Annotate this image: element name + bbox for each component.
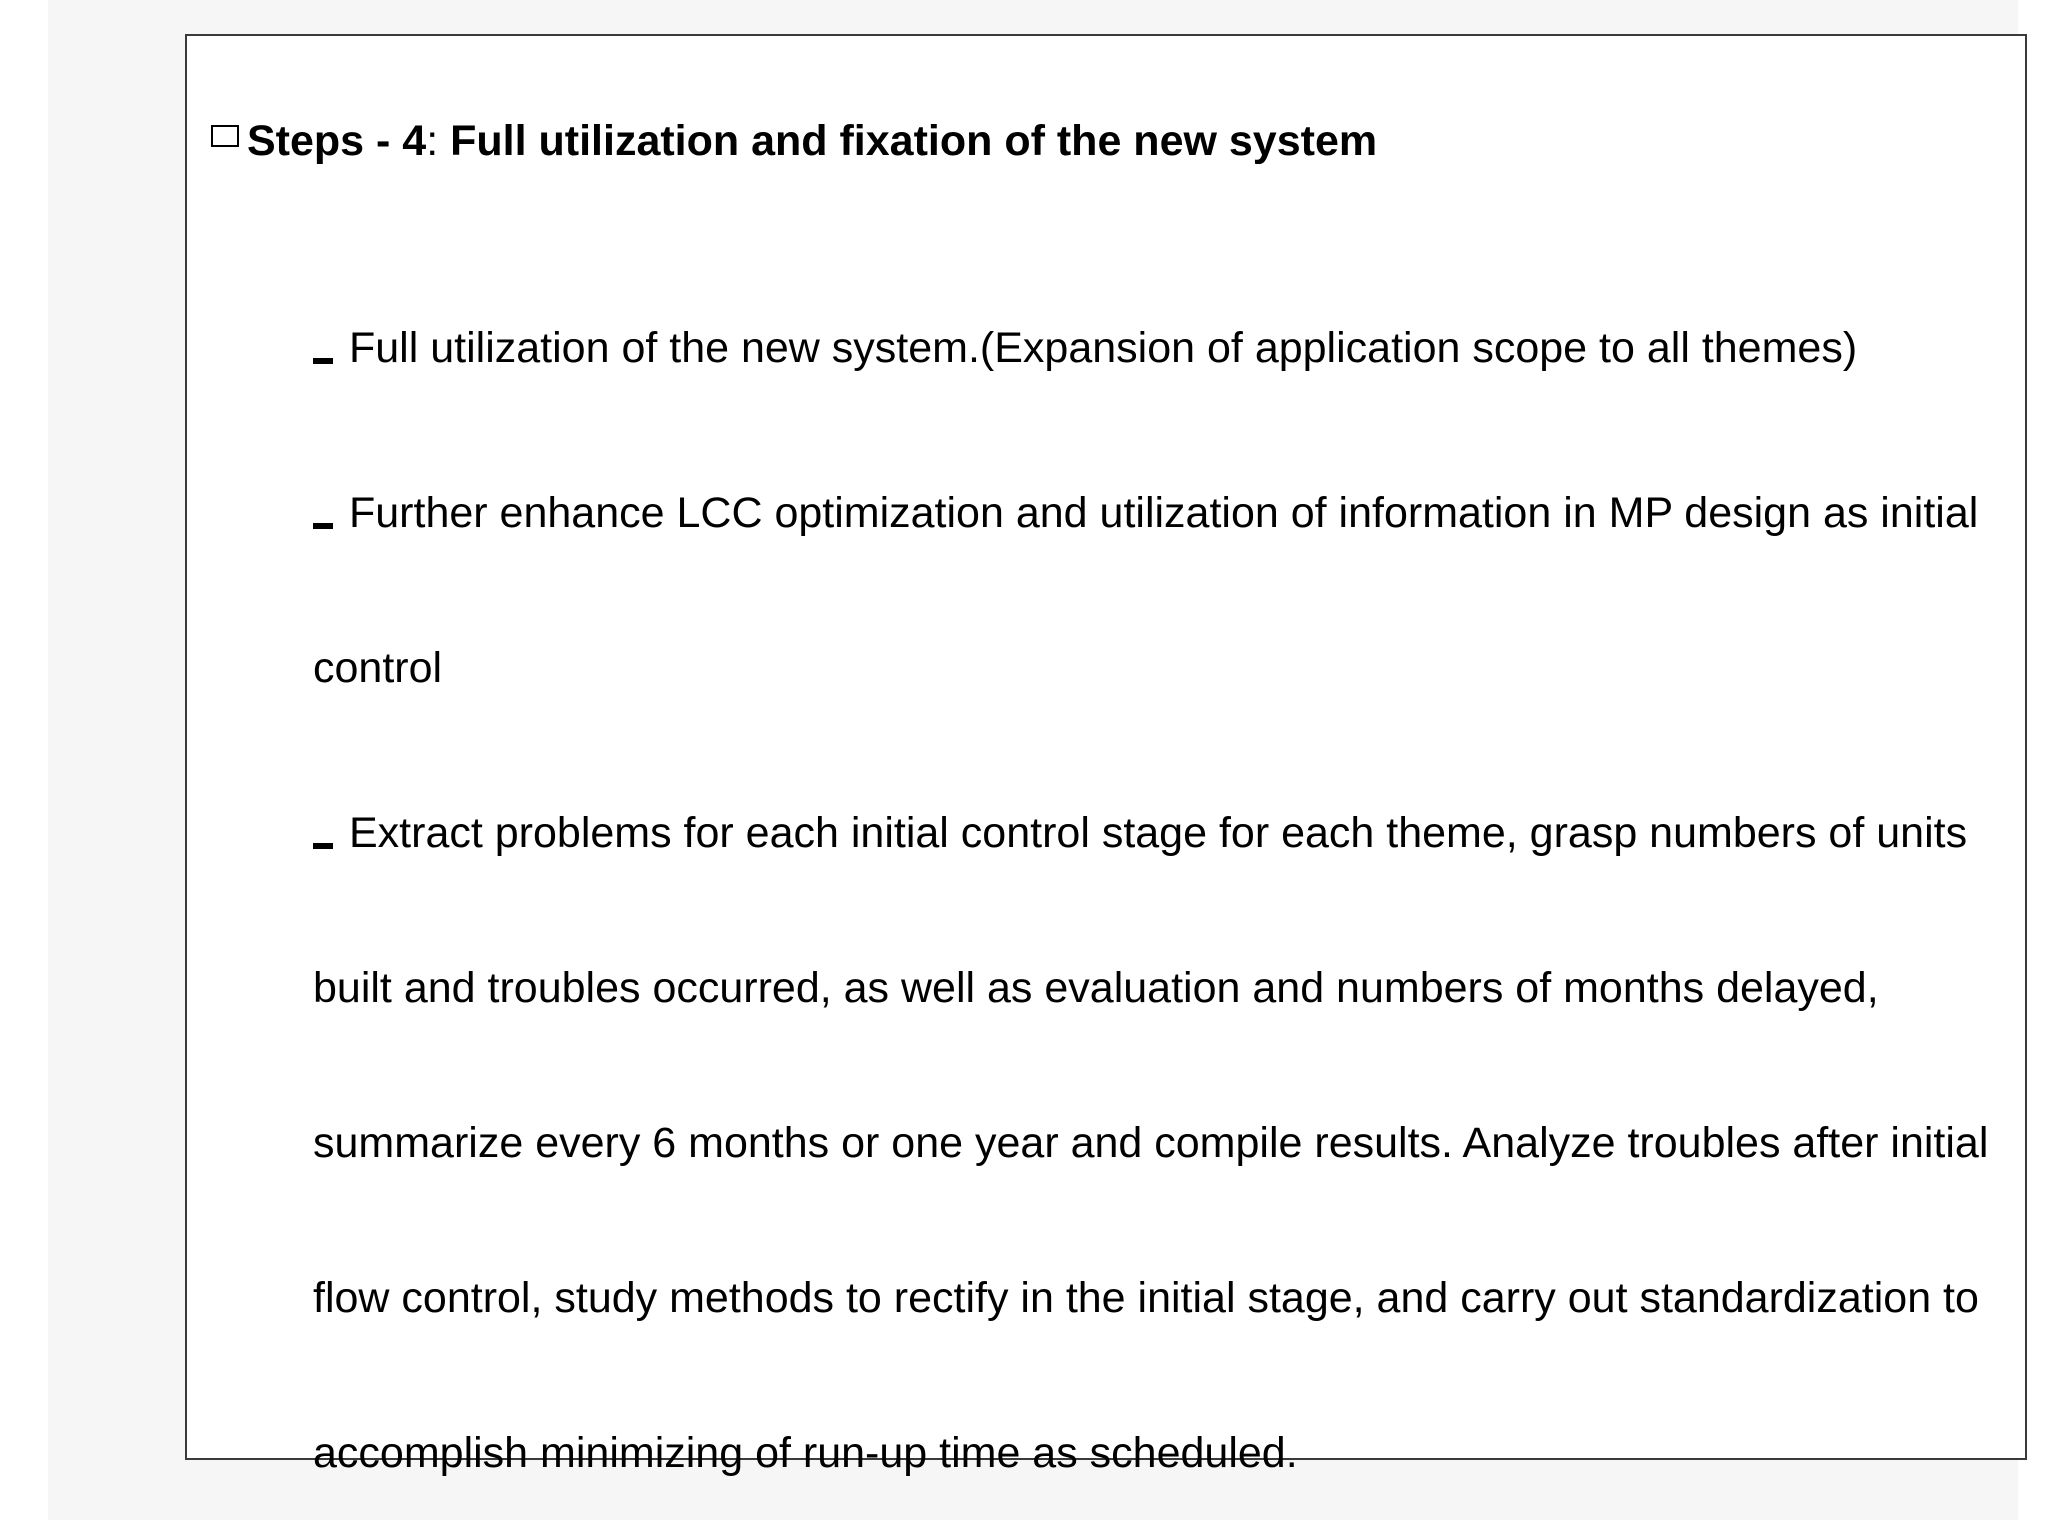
checkbox-icon <box>211 125 239 147</box>
dash-bullet-icon <box>313 523 333 529</box>
heading-colon: : <box>426 117 439 165</box>
bullet-text: Further enhance LCC optimization and utilization of information in MP design as initial control <box>313 489 1979 692</box>
content-frame <box>185 34 2027 1477</box>
bullet-text: Extract problems for each initial control stage for each theme, grasp numbers of units built and troubles occurred, as well as evaluation and numbers of months delayed, summarize every 6 months or one year and compile results. Analyze troubles after initial flow control, study methods to rectify in the initial stage, and carry out standardization to accomplish minimizing of run-up time as scheduled. <box>313 809 1989 1477</box>
dash-bullet-icon <box>313 358 333 364</box>
step-heading <box>211 117 1378 165</box>
bullet-text: Full utilization of the new system.(Expansion of application scope to all themes) <box>349 324 1858 372</box>
bullet-item <box>313 756 2013 1531</box>
bullet-item <box>313 436 2013 746</box>
heading-title: Full utilization and fixation of the new system <box>450 117 1378 165</box>
dash-bullet-icon <box>313 843 333 849</box>
slide-page <box>48 0 2018 1520</box>
bullet-item <box>313 271 2013 426</box>
step-label: Steps - 4 <box>247 117 427 165</box>
